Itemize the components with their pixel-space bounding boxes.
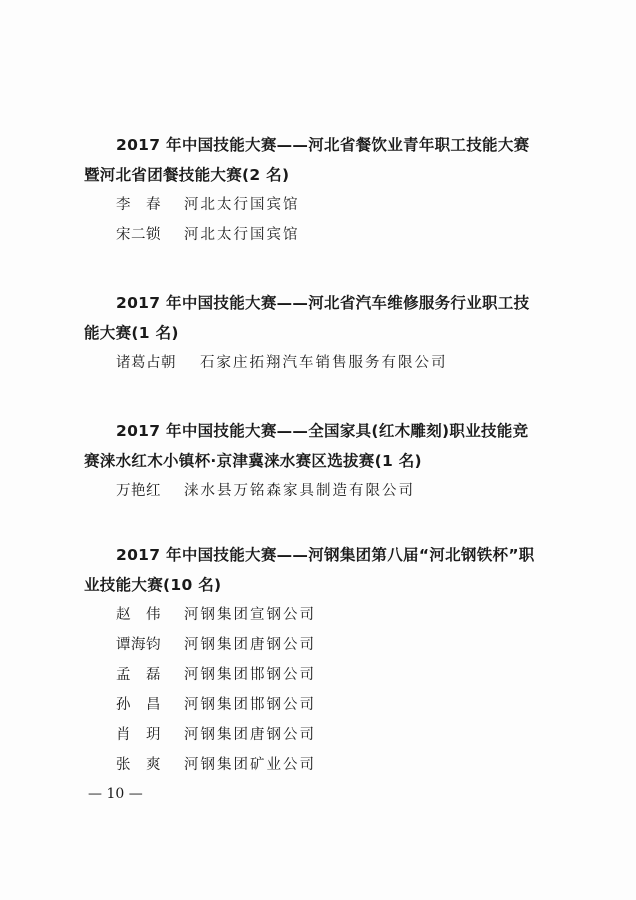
winner-name: 谭海钧 [116, 637, 161, 653]
winner-entry [84, 660, 564, 690]
winner-entry [84, 476, 564, 506]
winner-organization: 河钢集团唐钢公司 [184, 727, 316, 743]
section-title-line: 2017 年中国技能大赛——河北省汽车维修服务行业职工技 [116, 294, 530, 312]
award-section-hbis [84, 540, 564, 780]
winner-name: 宋二锁 [116, 227, 161, 243]
winner-organization: 涞水县万铭森家具制造有限公司 [184, 483, 415, 499]
winner-entry [84, 348, 564, 378]
winner-entry [84, 630, 564, 660]
winner-name: 肖 玥 [116, 727, 161, 743]
section-title-line: 暨河北省团餐技能大赛(2 名) [84, 166, 290, 184]
section-title-line: 业技能大赛(10 名) [84, 576, 222, 594]
section-title-line: 能大赛(1 名) [84, 324, 179, 342]
winner-name: 万艳红 [116, 483, 161, 499]
award-section-catering [84, 130, 564, 250]
winner-organization: 河北太行国宾馆 [184, 227, 300, 243]
page-number: — 10 — [88, 786, 143, 802]
winner-organization: 河钢集团邯钢公司 [184, 697, 316, 713]
winner-entry [84, 750, 564, 780]
winner-name: 孟 磊 [116, 667, 161, 683]
winner-entry [84, 690, 564, 720]
winner-name: 李 春 [116, 197, 161, 213]
winner-organization: 河钢集团唐钢公司 [184, 637, 316, 653]
winner-organization: 石家庄拓翔汽车销售服务有限公司 [200, 355, 448, 371]
section-title-line: 2017 年中国技能大赛——河北省餐饮业青年职工技能大赛 [116, 136, 530, 154]
winner-entry [84, 600, 564, 630]
winner-organization: 河钢集团矿业公司 [184, 757, 316, 773]
winner-name: 孙 昌 [116, 697, 161, 713]
award-section-auto-repair [84, 288, 564, 378]
winner-name: 赵 伟 [116, 607, 161, 623]
section-title-line: 2017 年中国技能大赛——河钢集团第八届“河北钢铁杯”职 [116, 546, 535, 564]
winner-entry [84, 190, 564, 220]
winner-organization: 河北太行国宾馆 [184, 197, 300, 213]
winner-organization: 河钢集团宣钢公司 [184, 607, 316, 623]
winner-name: 诸葛占朝 [116, 355, 176, 371]
winner-entry [84, 720, 564, 750]
section-title-line: 2017 年中国技能大赛——全国家具(红木雕刻)职业技能竞 [116, 422, 529, 440]
winner-entry [84, 220, 564, 250]
winner-organization: 河钢集团邯钢公司 [184, 667, 316, 683]
section-title-line: 赛涞水红木小镇杯·京津冀涞水赛区选拔赛(1 名) [84, 452, 422, 470]
winner-name: 张 爽 [116, 757, 161, 773]
award-section-furniture [84, 416, 564, 506]
